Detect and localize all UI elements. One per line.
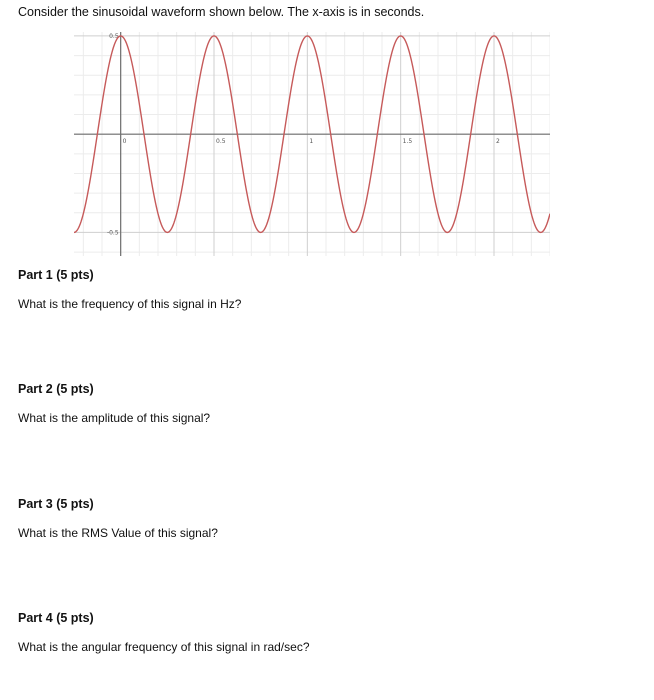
part-3-title: Part 3 (5 pts) — [18, 497, 94, 511]
x-tick-label: 0 — [122, 138, 127, 146]
part-4-title: Part 4 (5 pts) — [18, 611, 94, 625]
x-tick-label: 2 — [496, 138, 500, 146]
intro-text: Consider the sinusoidal waveform shown below. The x-axis is in seconds. — [18, 5, 425, 19]
part-4 — [18, 611, 310, 654]
part-4-question: What is the angular frequency of this signal in rad/sec? — [18, 640, 310, 654]
part-2-question: What is the amplitude of this signal? — [18, 411, 211, 425]
part-1-question: What is the frequency of this signal in Hz? — [18, 297, 242, 311]
waveform-plot — [74, 32, 550, 256]
y-tick-label: -0.5 — [106, 229, 119, 237]
part-1 — [18, 268, 241, 311]
part-3-question: What is the RMS Value of this signal? — [18, 526, 218, 540]
waveform-plot-svg — [74, 32, 550, 256]
x-tick-label: 0.5 — [216, 138, 226, 146]
part-2-title: Part 2 (5 pts) — [18, 382, 94, 396]
x-tick-label: 1.5 — [402, 138, 413, 146]
x-tick-label: 1 — [309, 138, 314, 146]
part-1-title: Part 1 (5 pts) — [18, 268, 94, 282]
part-3 — [18, 497, 218, 540]
y-tick-label: 0.5 — [109, 32, 119, 40]
part-2 — [18, 382, 210, 425]
